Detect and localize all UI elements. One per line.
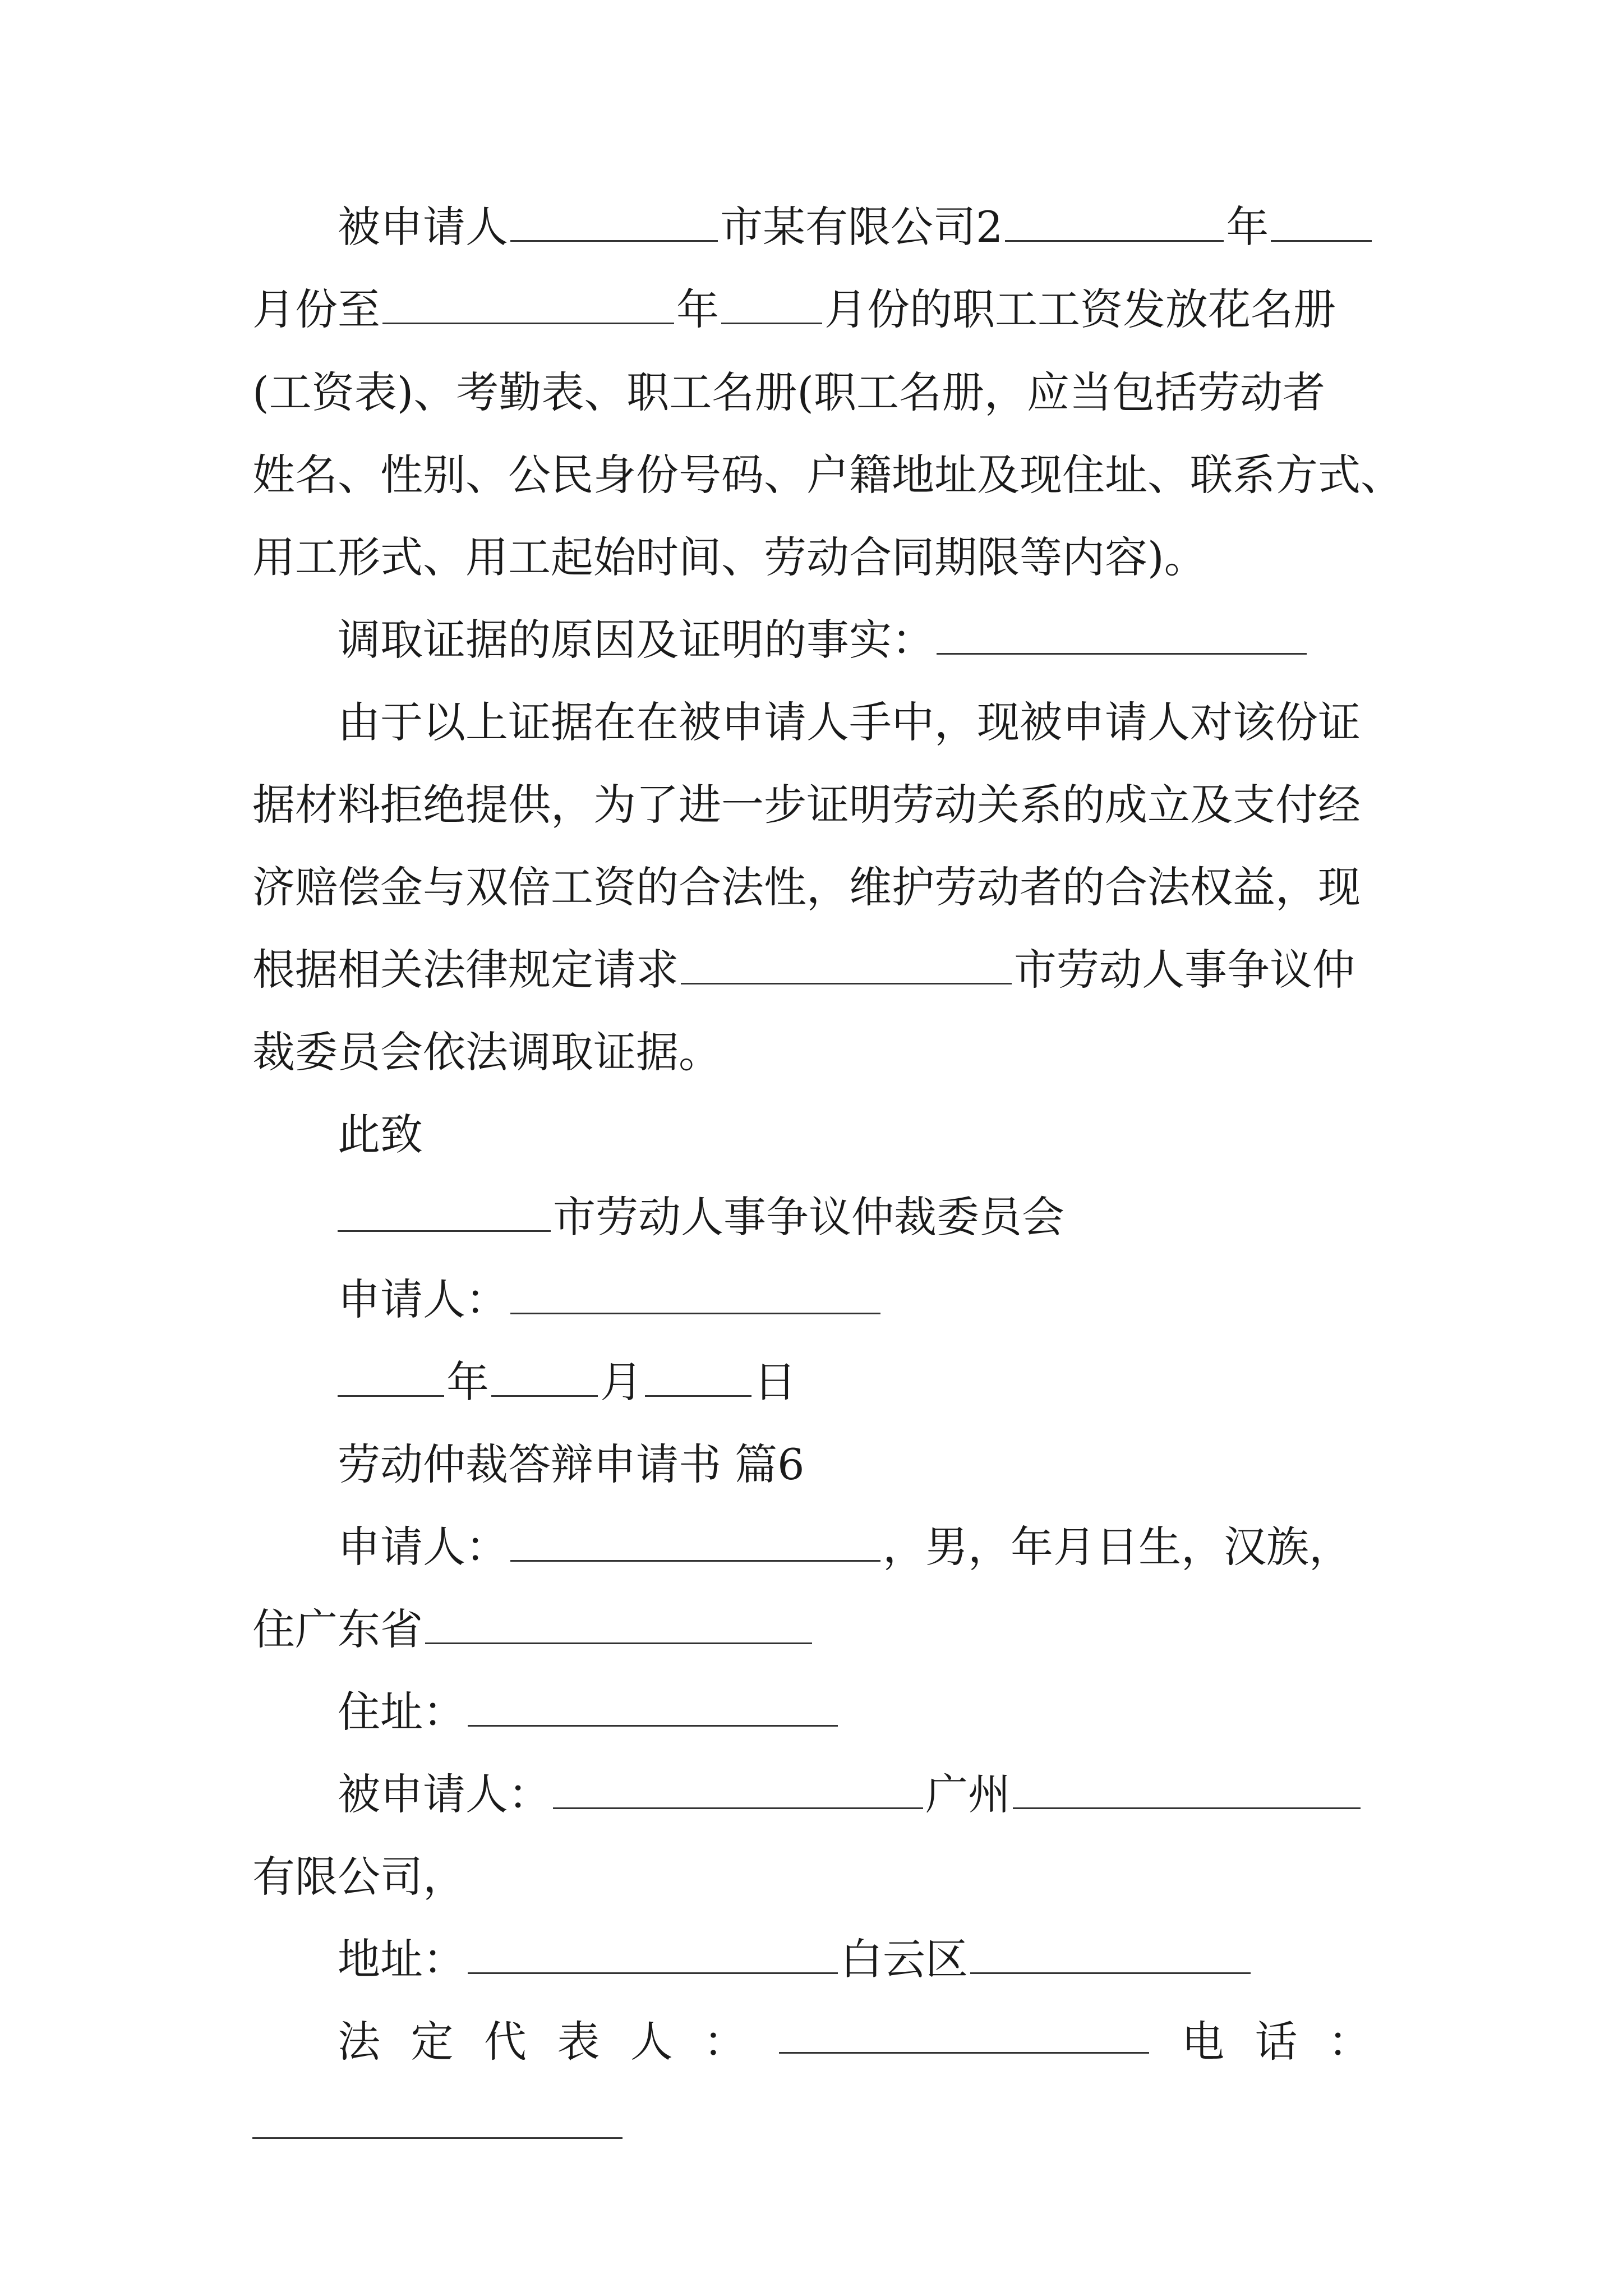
company-line: 有限公司， [252, 1852, 465, 1902]
company-address-line: 地址： 白云区 [252, 1926, 1371, 1993]
address-line: 住广东省 [252, 1596, 1371, 1663]
blank-field[interactable] [681, 939, 1012, 984]
blank-field[interactable] [338, 1351, 444, 1397]
body-line: 据材料拒绝提供，为了进一步证明劳动关系的成立及支付经 [252, 780, 1361, 830]
blank-field[interactable] [510, 196, 718, 242]
blank-field[interactable] [510, 1269, 880, 1314]
body-line: 裁委员会依法调取证据。 [252, 1027, 721, 1077]
blank-field[interactable] [382, 279, 674, 324]
body-line: 根据相关法律规定请求 市劳动人事争议仲 [252, 936, 1371, 1004]
blank-field[interactable] [491, 1351, 598, 1397]
legal-rep-line: 法 定 代 表 人 ： 电 话 ： [252, 2008, 1371, 2076]
phone-blank-line [252, 2091, 1371, 2158]
blank-field[interactable] [937, 609, 1307, 655]
blank-field[interactable] [721, 279, 822, 324]
body-line: 用工形式、用工起始时间、劳动合同期限等内容)。 [252, 532, 1207, 582]
blank-field[interactable] [1013, 1764, 1361, 1809]
section-title: 劳动仲裁答辩申请书 篇6 [338, 1439, 805, 1489]
respondent-line: 被申请人： 广州 [252, 1761, 1371, 1828]
residence-line: 住址： [252, 1678, 1371, 1746]
blank-field[interactable] [779, 2008, 1149, 2054]
blank-field[interactable] [1271, 196, 1372, 242]
blank-field[interactable] [970, 1929, 1251, 1974]
blank-field[interactable] [553, 1764, 923, 1809]
body-line: 济赔偿金与双倍工资的合法性，维护劳动者的合法权益，现 [252, 862, 1361, 912]
blank-field[interactable] [468, 1681, 838, 1727]
blank-field[interactable] [338, 1186, 551, 1232]
period-line: 月份至 年 月份的职工工资发放花名册 [252, 276, 1371, 343]
blank-field[interactable] [468, 1929, 838, 1974]
signature-line: 申请人： [252, 1266, 1371, 1333]
addressee-line: 市劳动人事争议仲裁委员会 [252, 1184, 1371, 1251]
blank-field[interactable] [252, 2093, 623, 2139]
blank-field[interactable] [1005, 196, 1224, 242]
body-line: (工资表)、考勤表、职工名册(职工名册，应当包括劳动者 [252, 367, 1325, 417]
reason-line: 调取证据的原因及证明的事实： [252, 606, 1371, 674]
respondent-line: 被申请人 市某有限公司2 年 [252, 194, 1371, 261]
blank-field[interactable] [645, 1351, 751, 1397]
date-line: 年 月 日 [252, 1349, 1371, 1416]
blank-field[interactable] [510, 1516, 880, 1562]
applicant-line: 申请人： ，男，年月日生，汉族， [252, 1513, 1371, 1581]
body-line: 由于以上证据在在被申请人手中，现被申请人对该份证 [338, 697, 1361, 747]
blank-field[interactable] [425, 1599, 812, 1644]
salutation: 此致 [338, 1110, 423, 1159]
body-line: 姓名、性别、公民身份号码、户籍地址及现住址、联系方式、 [252, 450, 1403, 500]
